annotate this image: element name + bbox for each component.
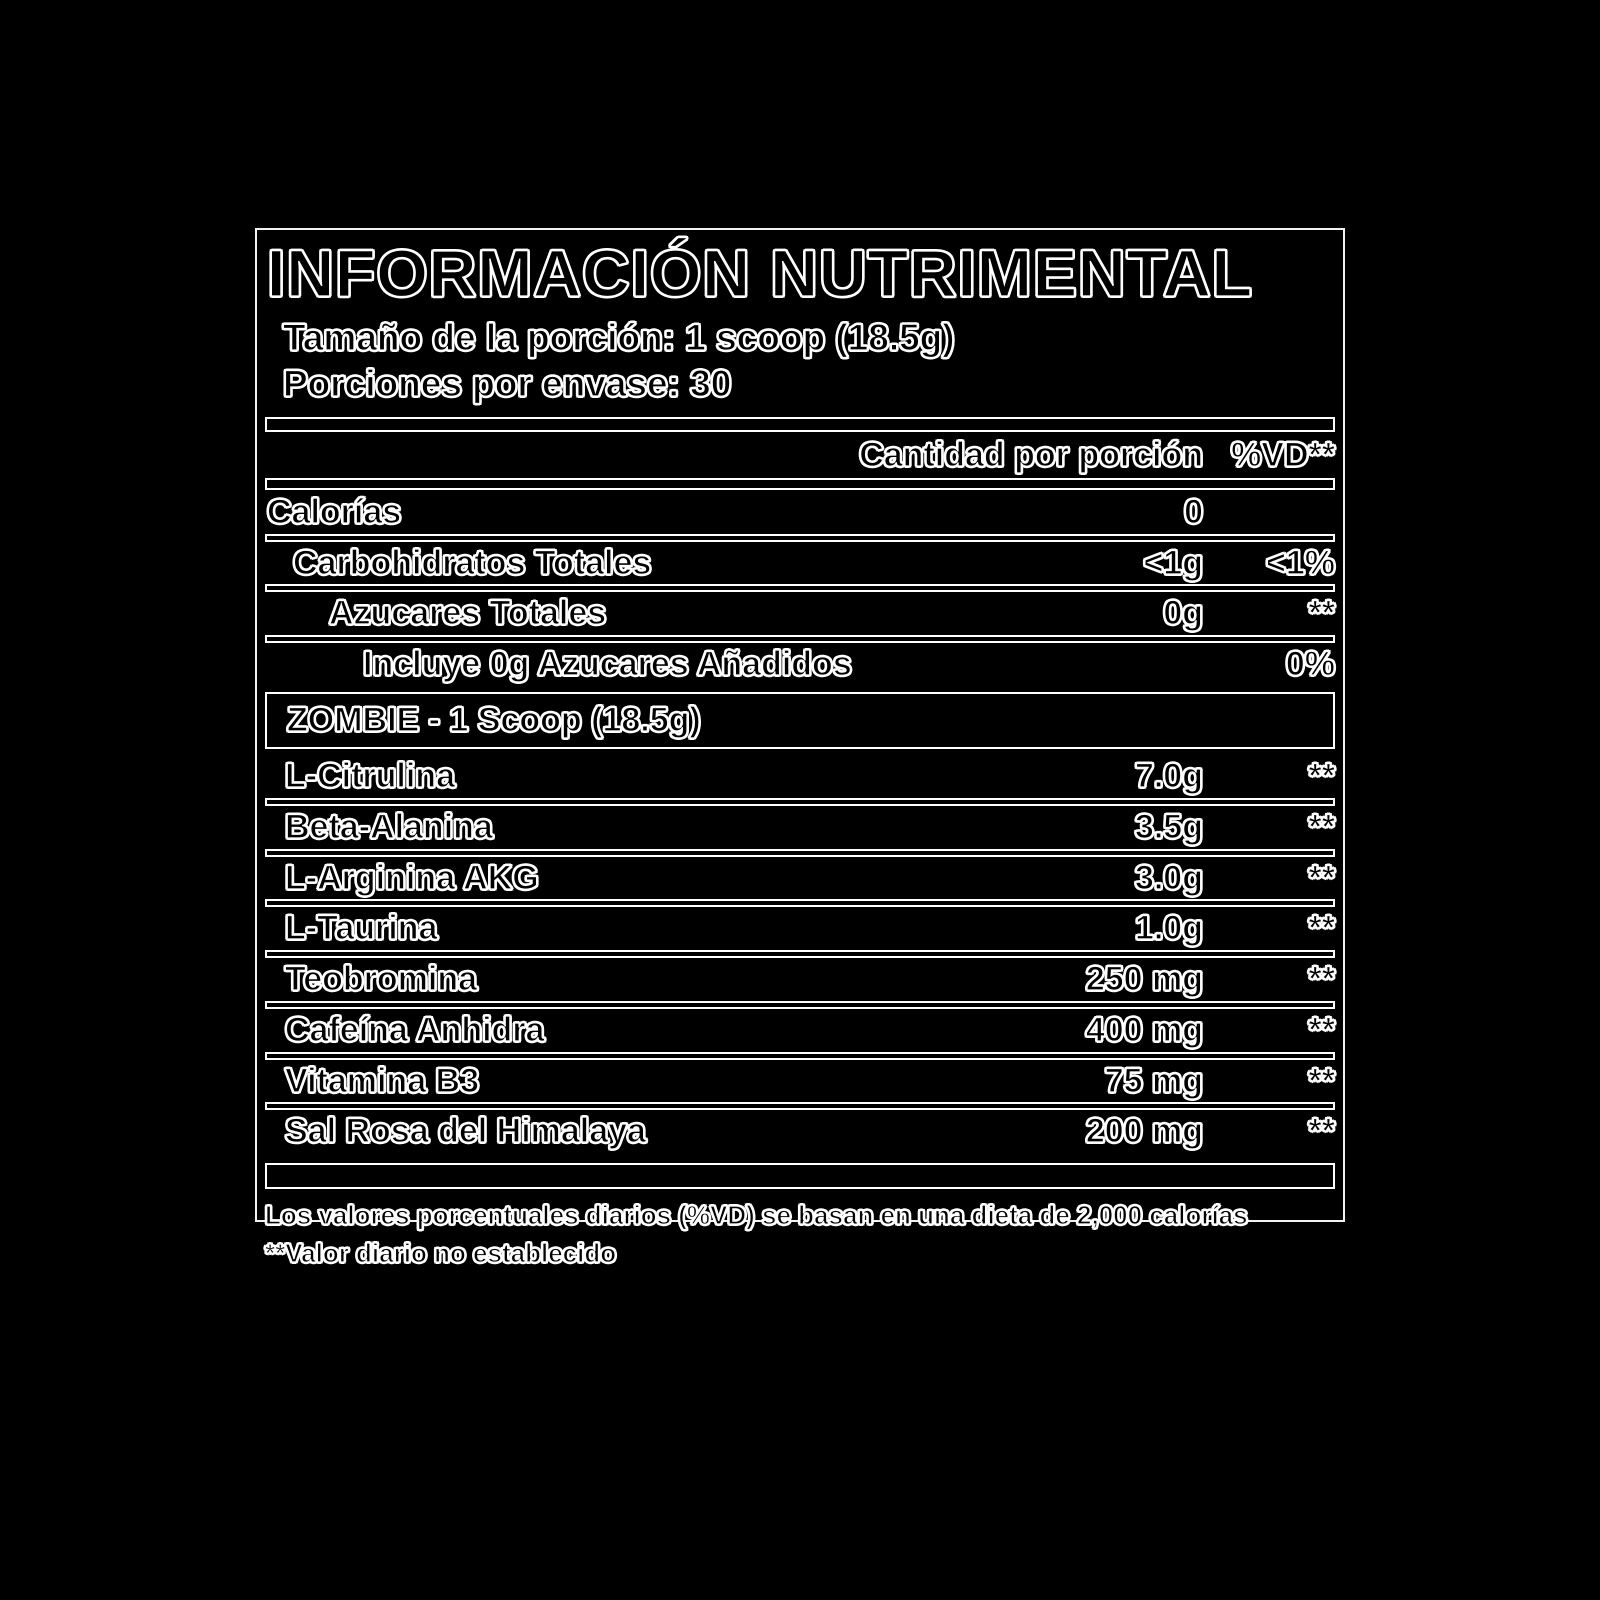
nutrient-amount: 75 mg <box>1104 1061 1203 1100</box>
nutrient-amount: 7.0g <box>1134 757 1203 796</box>
macro-rows-section <box>265 493 1335 684</box>
row-separator <box>265 849 1335 857</box>
nutrient-daily-value: ** <box>1308 858 1335 897</box>
column-header-amount: Cantidad por porción <box>859 436 1203 475</box>
nutrient-row <box>265 960 1335 999</box>
nutrient-amount: 1.0g <box>1134 909 1203 948</box>
blend-section-header: ZOMBIE - 1 Scoop (18.5g) <box>287 700 701 739</box>
nutrient-daily-value: ** <box>1308 1112 1335 1151</box>
nutrient-name: Cafeína Anhidra <box>285 1010 545 1049</box>
row-separator <box>265 899 1335 907</box>
nutrient-amount: 250 mg <box>1085 960 1203 999</box>
nutrient-name: Teobromina <box>285 960 478 999</box>
nutrient-row <box>265 808 1335 847</box>
column-header-daily-value: %VD** <box>1231 436 1335 475</box>
nutrient-name: L-Taurina <box>285 909 438 948</box>
row-separator <box>265 950 1335 958</box>
separator-under-header <box>265 478 1335 490</box>
nutrient-daily-value: <1% <box>1266 543 1335 582</box>
nutrient-name: Sal Rosa del Himalaya <box>285 1112 646 1151</box>
label-title: INFORMACIÓN NUTRIMENTAL <box>267 236 1253 310</box>
blend-section-header-box <box>265 692 1335 749</box>
nutrient-name: Beta-Alanina <box>285 807 493 846</box>
nutrient-name: Incluye 0g Azucares Añadidos <box>363 645 852 684</box>
nutrient-row <box>265 1062 1335 1101</box>
nutrient-row <box>265 645 1335 684</box>
nutrient-daily-value: 0% <box>1285 645 1335 684</box>
row-separator <box>265 1052 1335 1060</box>
nutrient-name: Carbohidratos Totales <box>293 543 652 582</box>
nutrient-daily-value: ** <box>1308 1061 1335 1100</box>
nutrient-amount: 0 <box>1184 492 1203 531</box>
nutrient-name: Azucares Totales <box>329 594 607 633</box>
nutrient-row <box>265 594 1335 633</box>
nutrient-amount: 400 mg <box>1085 1010 1203 1049</box>
nutrient-row <box>265 1011 1335 1050</box>
nutrient-row <box>265 859 1335 898</box>
nutrient-daily-value: ** <box>1308 1010 1335 1049</box>
nutrient-amount: <1g <box>1143 543 1203 582</box>
nutrient-name: Vitamina B3 <box>285 1061 480 1100</box>
servings-per-container-line: Porciones por envase: 30 <box>283 363 732 405</box>
nutrient-amount: 3.5g <box>1134 807 1203 846</box>
nutrient-row <box>265 544 1335 583</box>
footnote-daily-values: Los valores porcentuales diarios (%VD) se basan en una dieta de 2,000 calorías <box>265 1200 1248 1231</box>
nutrient-amount: 0g <box>1163 594 1203 633</box>
nutrient-row <box>265 1112 1335 1151</box>
row-separator <box>265 1102 1335 1110</box>
nutrient-daily-value: ** <box>1308 757 1335 796</box>
nutrient-daily-value: ** <box>1308 960 1335 999</box>
nutrient-row <box>265 493 1335 532</box>
footnote-dv-not-established: **Valor diario no establecido <box>265 1237 617 1268</box>
row-separator <box>265 1001 1335 1009</box>
separator-top <box>265 417 1335 432</box>
nutrient-name: Calorías <box>267 492 402 531</box>
nutrient-amount: 200 mg <box>1085 1112 1203 1151</box>
row-separator <box>265 798 1335 806</box>
separator-footer <box>265 1163 1335 1189</box>
nutrient-daily-value: ** <box>1308 594 1335 633</box>
nutrient-amount: 3.0g <box>1134 858 1203 897</box>
row-separator <box>265 635 1335 643</box>
nutrient-daily-value: ** <box>1308 909 1335 948</box>
nutrient-row <box>265 909 1335 948</box>
nutrient-daily-value: ** <box>1308 807 1335 846</box>
nutrient-name: L-Arginina AKG <box>285 858 539 897</box>
serving-size-line: Tamaño de la porción: 1 scoop (18.5g) <box>283 317 955 359</box>
nutrient-row <box>265 757 1335 796</box>
nutrient-name: L-Citrulina <box>285 757 455 796</box>
row-separator <box>265 534 1335 542</box>
nutrition-label <box>255 228 1345 1268</box>
blend-rows-section <box>265 757 1335 1151</box>
row-separator <box>265 584 1335 592</box>
column-header-row <box>265 436 1335 475</box>
